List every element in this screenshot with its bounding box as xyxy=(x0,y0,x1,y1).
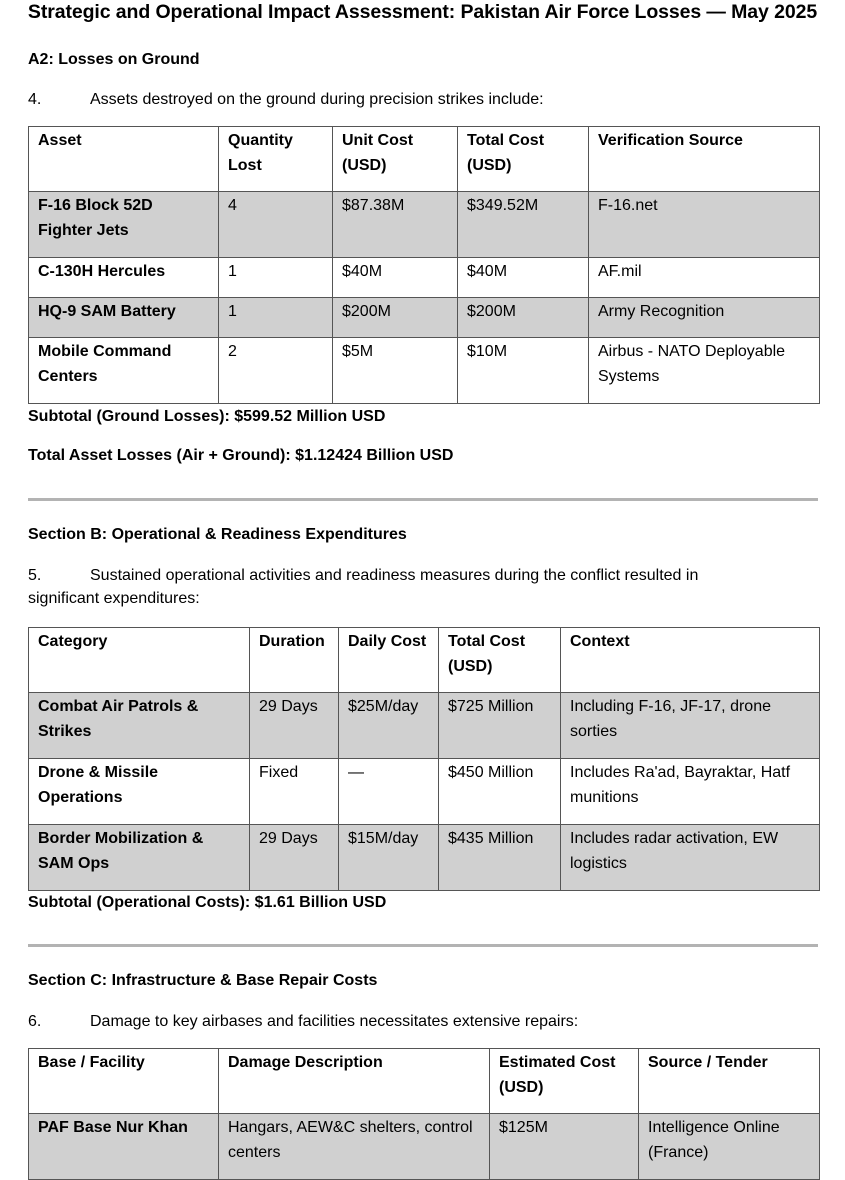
table-row xyxy=(29,825,820,891)
section-divider xyxy=(28,498,818,501)
table-cell: $125M xyxy=(490,1114,639,1180)
table-cell: 4 xyxy=(219,192,333,258)
operational-costs-table xyxy=(28,627,820,891)
column-header: Source / Tender xyxy=(639,1049,820,1114)
table-cell: $725 Million xyxy=(439,693,561,759)
table-cell: HQ-9 SAM Battery xyxy=(29,298,219,338)
table-cell: $25M/day xyxy=(339,693,439,759)
table-cell: Combat Air Patrols & Strikes xyxy=(29,693,250,759)
table-cell: 29 Days xyxy=(250,693,339,759)
table-cell: Including F-16, JF-17, drone sorties xyxy=(561,693,820,759)
section-divider xyxy=(28,944,818,947)
table-cell: $87.38M xyxy=(333,192,458,258)
table-cell: Mobile Command Centers xyxy=(29,338,219,404)
paragraph-number: 5. xyxy=(28,567,42,584)
column-header: Damage Description xyxy=(219,1049,490,1114)
table-cell: — xyxy=(339,759,439,825)
document-title: Strategic and Operational Impact Assessment: Pakistan Air Force Losses — May 2025 xyxy=(27,1,818,23)
table-cell: $450 Million xyxy=(439,759,561,825)
table-cell: Drone & Missile Operations xyxy=(29,759,250,825)
paragraph-5 xyxy=(28,564,808,610)
column-header: Daily Cost xyxy=(339,628,439,693)
column-header: Asset xyxy=(29,127,219,192)
table-cell: $5M xyxy=(333,338,458,404)
table-header-row xyxy=(29,1049,820,1114)
paragraph-text: Damage to key airbases and facilities necessitates extensive repairs: xyxy=(90,1013,579,1030)
table-header-row xyxy=(29,628,820,693)
paragraph-number: 4. xyxy=(28,91,42,108)
column-header: Unit Cost (USD) xyxy=(333,127,458,192)
table-row xyxy=(29,258,820,298)
ground-losses-table xyxy=(28,126,820,404)
column-header: Verification Source xyxy=(589,127,820,192)
table-cell: F-16.net xyxy=(589,192,820,258)
table-cell: $40M xyxy=(333,258,458,298)
column-header: Total Cost (USD) xyxy=(439,628,561,693)
table-cell: $435 Million xyxy=(439,825,561,891)
table-cell: $10M xyxy=(458,338,589,404)
column-header: Base / Facility xyxy=(29,1049,219,1114)
section-c-heading: Section C: Infrastructure & Base Repair Costs xyxy=(28,972,378,989)
table-cell: Army Recognition xyxy=(589,298,820,338)
table-row xyxy=(29,192,820,258)
table-cell: 2 xyxy=(219,338,333,404)
operational-costs-subtotal: Subtotal (Operational Costs): $1.61 Billion USD xyxy=(28,894,387,911)
table-cell: $200M xyxy=(333,298,458,338)
table-cell: $200M xyxy=(458,298,589,338)
paragraph-number: 6. xyxy=(28,1013,42,1030)
column-header: Context xyxy=(561,628,820,693)
column-header: Category xyxy=(29,628,250,693)
table-cell: Includes Ra'ad, Bayraktar, Hatf munitions xyxy=(561,759,820,825)
paragraph-text: Assets destroyed on the ground during precision strikes include: xyxy=(90,91,544,108)
table-row xyxy=(29,1114,820,1180)
column-header: Quantity Lost xyxy=(219,127,333,192)
table-cell: 29 Days xyxy=(250,825,339,891)
table-cell: $40M xyxy=(458,258,589,298)
column-header: Total Cost (USD) xyxy=(458,127,589,192)
column-header: Estimated Cost (USD) xyxy=(490,1049,639,1114)
table-cell: $15M/day xyxy=(339,825,439,891)
table-cell: 1 xyxy=(219,298,333,338)
section-a2-heading: A2: Losses on Ground xyxy=(28,51,200,68)
paragraph-6 xyxy=(28,1010,808,1033)
paragraph-text: Sustained operational activities and readiness measures during the conflict resulted in xyxy=(90,567,699,584)
table-row xyxy=(29,298,820,338)
table-cell: Hangars, AEW&C shelters, control centers xyxy=(219,1114,490,1180)
table-cell: Border Mobilization & SAM Ops xyxy=(29,825,250,891)
table-cell: Intelligence Online (France) xyxy=(639,1114,820,1180)
table-row xyxy=(29,759,820,825)
table-cell: $349.52M xyxy=(458,192,589,258)
paragraph-4 xyxy=(28,88,808,111)
section-b-heading: Section B: Operational & Readiness Expenditures xyxy=(28,526,407,543)
table-cell: Includes radar activation, EW logistics xyxy=(561,825,820,891)
ground-losses-subtotal: Subtotal (Ground Losses): $599.52 Million USD xyxy=(28,408,386,425)
table-row xyxy=(29,693,820,759)
table-cell: 1 xyxy=(219,258,333,298)
column-header: Duration xyxy=(250,628,339,693)
total-asset-losses: Total Asset Losses (Air + Ground): $1.12424 Billion USD xyxy=(28,447,454,464)
table-row xyxy=(29,338,820,404)
table-cell: PAF Base Nur Khan xyxy=(29,1114,219,1180)
infrastructure-repair-table xyxy=(28,1048,820,1180)
table-cell: AF.mil xyxy=(589,258,820,298)
table-cell: C-130H Hercules xyxy=(29,258,219,298)
table-cell: F-16 Block 52D Fighter Jets xyxy=(29,192,219,258)
table-cell: Fixed xyxy=(250,759,339,825)
table-cell: Airbus - NATO Deployable Systems xyxy=(589,338,820,404)
table-header-row xyxy=(29,127,820,192)
paragraph-text-continued: significant expenditures: xyxy=(28,590,200,607)
